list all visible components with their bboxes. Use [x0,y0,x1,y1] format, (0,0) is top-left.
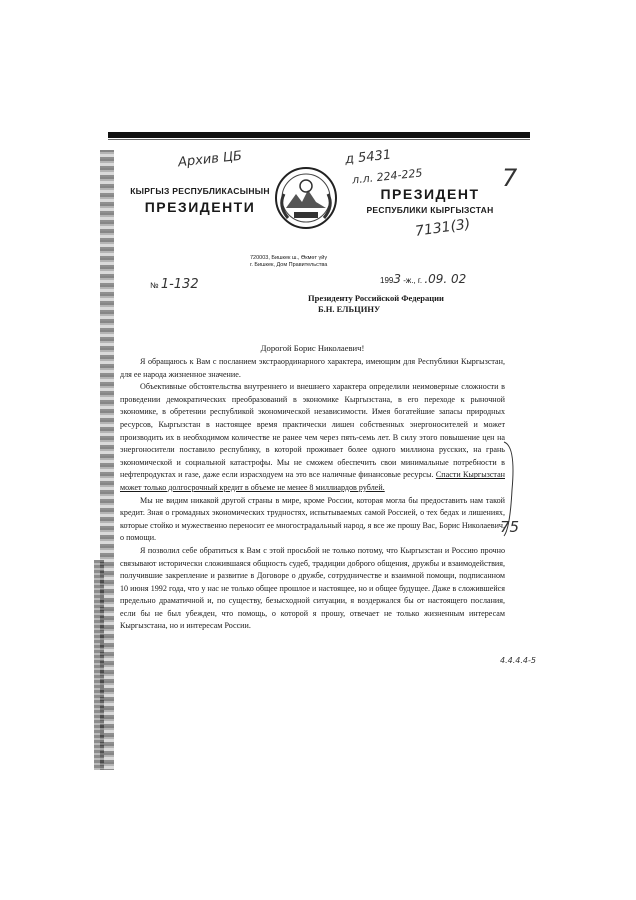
salutation: Дорогой Борис Николаевич! [260,343,365,353]
recipient-line-1: Президенту Российской Федерации [308,293,444,303]
address-line-1: 720003, Бишкек ш., Өкмөт үйү [250,255,328,261]
paragraph-3: Мы не видим никакой другой страны в мире, кроме России, которая могла бы предоставить нам такой кредит. Зная о громадных экономических трудностях, испытываемых самой Россией, о тех бедах и лишениях, которые стойко и мужественно переносит ее многострадальный народ, я все же прошу Вас, Борис Николаевич, о помощи. [120,495,505,543]
archive-note: Архив ЦБ [177,148,243,171]
handwritten-mark: 7 [502,164,518,192]
margin-number: 75 [500,518,520,536]
header-right-title: РЕСПУБЛИКИ КЫРГЫЗСТАН [366,205,494,215]
header-left [120,186,280,215]
header-left-title: КЫРГЫЗ РЕСПУБЛИКАСЫНЫН [130,186,270,196]
paragraph-2-underlined: Спасти Кыргызстан может только долгосрочный кредит в объеме не менее 8 миллиардов рублей. [120,470,505,492]
recipient-block [308,293,508,315]
letter-body [120,356,505,633]
recipient-line-2: Б.Н. ЕЛЬЦИНУ [318,304,381,314]
reference-code: 7131(3) [414,216,472,240]
date-day-month: .09. 02 [424,272,467,286]
date-year-prefix: 199 [380,276,394,285]
paragraph-1: Я обращаюсь к Вам с посланием экстраординарного характера, имеющим для Республики Кыргызстан, для ее народа жизненное значение. [120,357,505,379]
scan-border-top [108,132,530,138]
scan-edge-left-dark [94,560,104,770]
paragraph-4: Я позволил себе обратиться к Вам с этой просьбой не только потому, что Кыргызстан и Россию прочно связывают исторически сложившаяся общность судеб, традиции доброго общения, дружбы и взаимодействия, получившие закрепление и развитие в Договоре о дружбе, сотрудничестве и взаимной помощи, подписанном 10 июня 1992 года, что у нас не только общее прошлое и настоящее, но и общее будущее. Даже в сложившейся предельно драматичной и, по существу, безысходной ситуации, я воздержался бы от настоящего послания, если бы не был убежден, что помощь, о которой я прошу, отвечает не только жизненным интересам Кыргызстана, но и интересам России. [120,545,505,631]
address-block [250,255,370,269]
header-left-president: ПРЕЗИДЕНТИ [144,199,256,215]
scan-border-top-thin [108,139,530,140]
number-value: 1-132 [160,277,199,292]
address-line-2: г. Бишкек, Дом Правительства [250,262,328,268]
document-date [380,272,466,286]
state-emblem-icon [272,164,340,232]
paragraph-2 [120,381,505,494]
date-year-hand: 3 [393,272,401,286]
document-number [150,277,199,292]
registration-line-2: л.л. 224-225 [351,166,424,187]
header-right [350,186,510,215]
number-prefix: № [150,281,159,290]
header-right-president: ПРЕЗИДЕНТ [380,186,480,202]
date-year-suffix: -ж., г. [403,276,423,285]
registration-line-1: д 5431 [344,147,392,168]
paragraph-2-text: Объективные обстоятельства внутреннего и внешнего характера определили неимоверные сложности в проведении демократических преобразований в экономике Кыргызстана, в его переходе к рыночной экономике, в обретении республикой экономической независимости. Имея богатейшие запасы природных ресурсов, Кыргызстан в настоящее время практически лишен собственных энергоносителей и может производить их в необходимом количестве не ранее чем через пять-семь лет. В силу этого повышение цен на энергоносители поставило республику, в которой проживает более одного миллиона русских, на грань экономической и социальной катастрофы. Мы не сможем обеспечить свои минимальные потребности в нефтепродуктах и газе, даже если израсходуем на это все наличные финансовые ресурсы. [120,382,505,480]
margin-note: 4.4.4.4-5 [500,656,536,665]
